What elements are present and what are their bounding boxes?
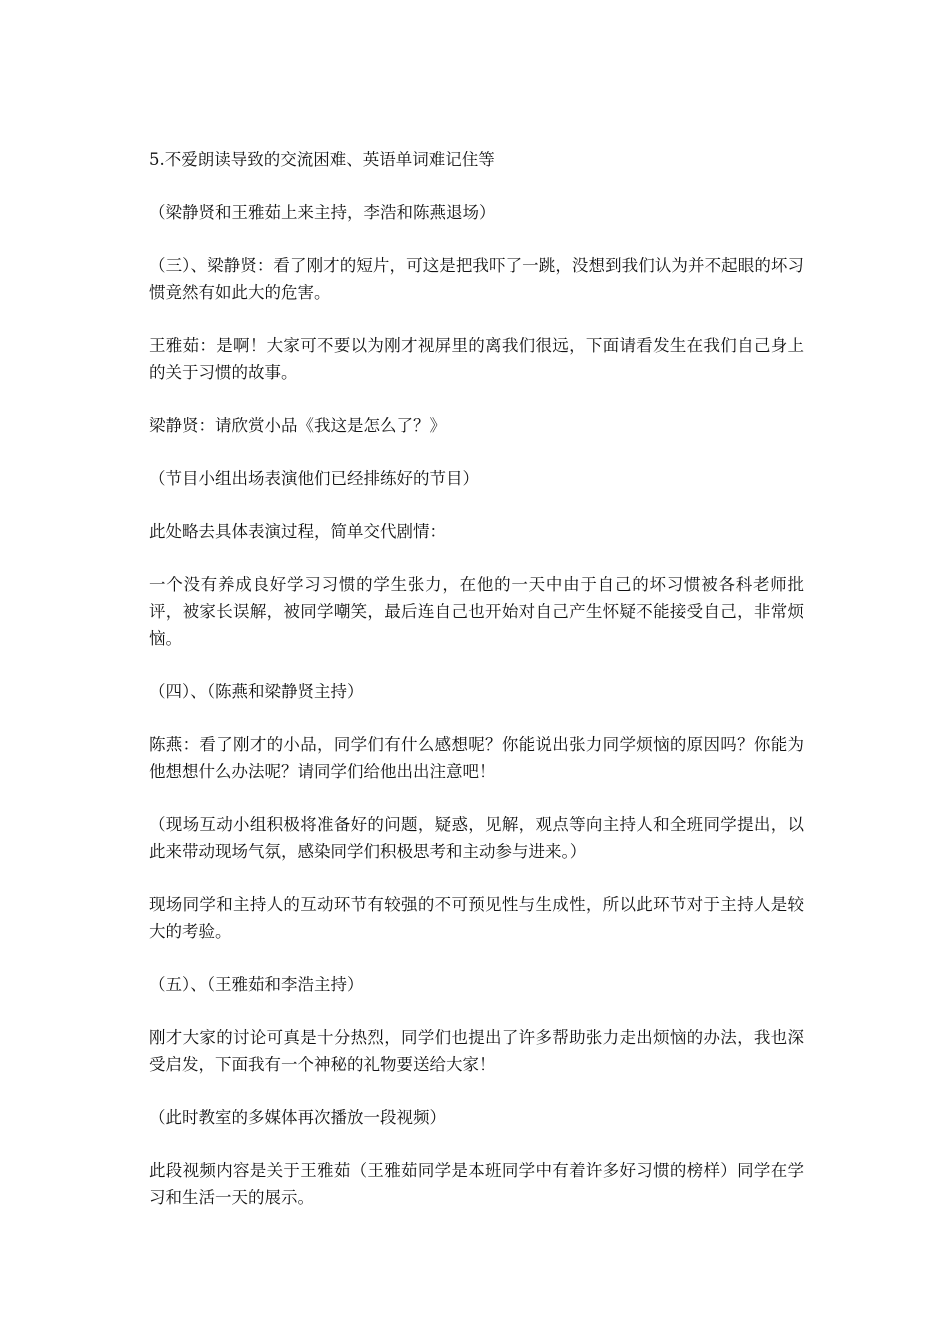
document-body [149, 146, 804, 1237]
liang-jingxian-line: 梁静贤：请欣赏小品《我这是怎么了？》 [149, 416, 446, 435]
section-five-heading: （五）、（王雅茹和李浩主持） [149, 975, 364, 994]
stage-direction-hosts-change: （梁静贤和王雅茹上来主持，李浩和陈燕退场） [149, 203, 496, 222]
plot-intro: 此处略去具体表演过程，简单交代剧情： [149, 522, 446, 541]
interaction-note: 现场同学和主持人的互动环节有较强的不可预见性与生成性，所以此环节对于主持人是较大的考验。 [149, 895, 804, 941]
section-four-heading: （四）、（陈燕和梁静贤主持） [149, 682, 364, 701]
wang-yaru-line: 王雅茹：是啊！大家可不要以为刚才视屏里的离我们很远，下面请看发生在我们自己身上的关于习惯的故事。 [149, 336, 804, 382]
stage-direction-interaction: （现场互动小组积极将准备好的问题，疑惑，见解，观点等向主持人和全班同学提出，以此来带动现场气氛，感染同学们积极思考和主动参与进来。） [149, 815, 804, 861]
plot-summary: 一个没有养成良好学习习惯的学生张力，在他的一天中由于自己的坏习惯被各科老师批评，被家长误解，被同学嘲笑，最后连自己也开始对自己产生怀疑不能接受自己，非常烦恼。 [149, 575, 804, 648]
chen-yan-line: 陈燕：看了刚才的小品，同学们有什么感想呢？你能说出张力同学烦恼的原因吗？你能为他想想什么办法呢？请同学们给他出出注意吧！ [149, 735, 804, 781]
stage-direction-video: （此时教室的多媒体再次播放一段视频） [149, 1108, 446, 1127]
video-description: 此段视频内容是关于王雅茹（王雅茹同学是本班同学中有着许多好习惯的榜样）同学在学习和生活一天的展示。 [149, 1161, 804, 1207]
stage-direction-skit: （节目小组出场表演他们已经排练好的节目） [149, 469, 479, 488]
section-three-opening: （三）、梁静贤：看了刚才的短片，可这是把我吓了一跳，没想到我们认为并不起眼的坏习惯竟然有如此大的危害。 [149, 256, 804, 302]
host-gift-line: 刚才大家的讨论可真是十分热烈，同学们也提出了许多帮助张力走出烦恼的办法，我也深受启发，下面我有一个神秘的礼物要送给大家！ [149, 1028, 804, 1074]
paragraph-item-5: 5.不爱朗读导致的交流困难、英语单词难记住等 [149, 150, 495, 169]
